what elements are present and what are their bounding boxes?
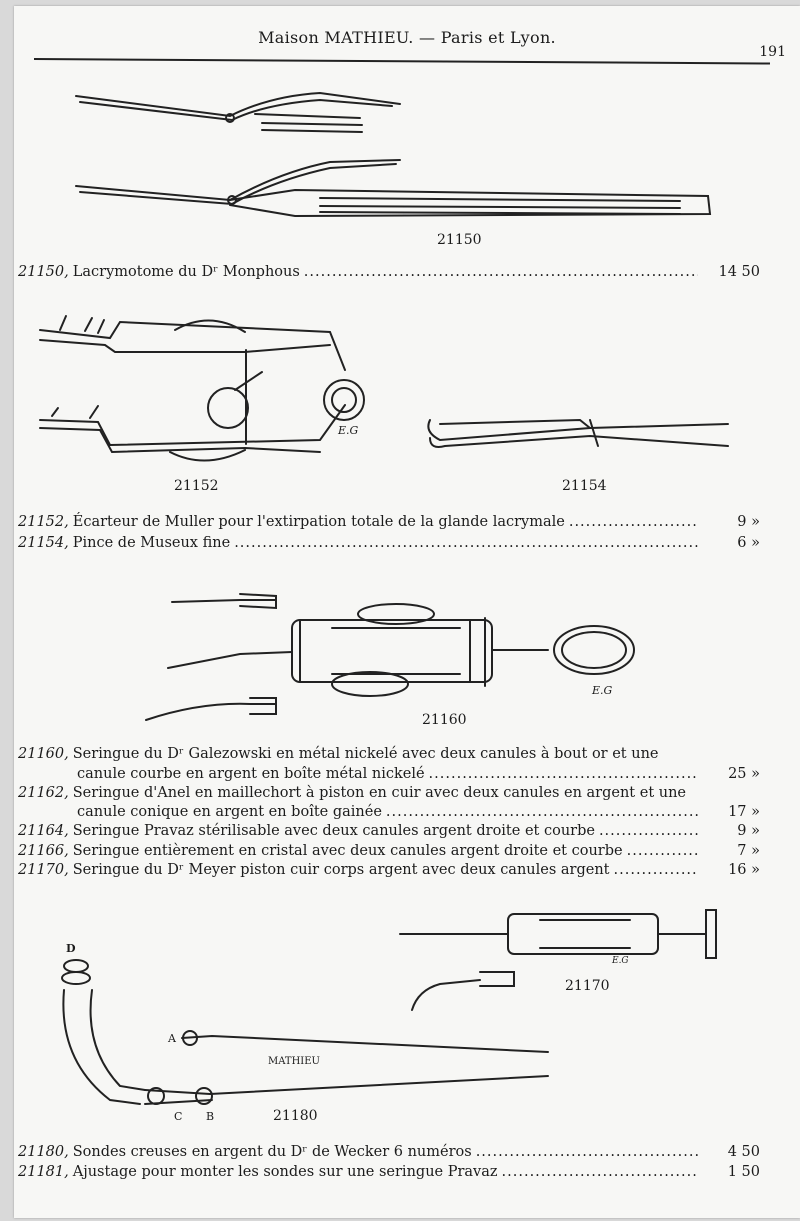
galezowski-syringe-illustration (146, 594, 634, 720)
item-description: Seringue Pravaz stérilisable avec deux canules argent droite et courbe (72, 823, 595, 839)
dot-leader (502, 1162, 698, 1182)
wecker-probes-illustration (62, 960, 548, 1104)
item-price: 16 » (728, 862, 760, 878)
dot-leader (614, 860, 698, 880)
figure-number-21180: 21180 (273, 1108, 318, 1124)
dot-leader (627, 841, 698, 861)
item-number: 21180, (18, 1144, 69, 1160)
item-number: 21170, (18, 862, 69, 878)
dot-leader (304, 262, 698, 282)
item-price: 1 50 (727, 1164, 760, 1180)
probe-letter-d: D (66, 942, 76, 955)
catalog-entry-21150 (18, 262, 760, 282)
dot-leader (386, 802, 698, 822)
figure-number-21152: 21152 (174, 478, 219, 494)
catalog-entry-21152 (18, 512, 760, 532)
figure-number-21170: 21170 (565, 978, 610, 994)
item-description: Seringue du Dʳ Meyer piston cuir corps argent avec deux canules argent (72, 862, 610, 878)
item-price: 7 » (737, 843, 760, 859)
dot-leader (476, 1142, 698, 1162)
item-description: Écarteur de Muller pour l'extirpation totale de la glande lacrymale (72, 514, 565, 530)
item-description-continued: canule courbe en argent en boîte métal nickelé (77, 766, 425, 782)
item-description: Seringue d'Anel en maillechort à piston en cuir avec deux canules en argent et une (72, 785, 687, 801)
dot-leader (429, 764, 698, 784)
item-number: 21164, (18, 823, 69, 839)
item-description-continued: canule conique en argent en boîte gainée (77, 804, 382, 820)
dot-leader (599, 821, 698, 841)
catalog-entry-21154 (18, 533, 760, 553)
item-number: 21181, (18, 1164, 69, 1180)
dot-leader (234, 533, 698, 553)
museux-forceps-illustration (428, 420, 728, 447)
catalog-entry-continuation (77, 802, 760, 822)
engraver-mark: E.G (612, 956, 629, 966)
catalog-entry-21180 (18, 1142, 760, 1162)
item-description: Ajustage pour monter les sondes sur une seringue Pravaz (72, 1164, 498, 1180)
item-price: 4 50 (727, 1144, 760, 1160)
item-price: 6 » (737, 535, 760, 551)
probe-letter-c: C (174, 1110, 183, 1123)
item-number: 21150, (18, 264, 69, 280)
catalog-entry-21164 (18, 821, 760, 841)
catalog-entry-21162 (18, 783, 760, 803)
item-number: 21160, (18, 746, 69, 762)
muller-retractor-illustration (40, 316, 364, 461)
catalog-entry-21170 (18, 860, 760, 880)
item-description: Pince de Museux fine (72, 535, 231, 551)
item-description: Seringue entièrement en cristal avec deux canules argent droite et courbe (72, 843, 623, 859)
catalog-entry-21160 (18, 744, 760, 764)
item-number: 21166, (18, 843, 69, 859)
figure-number-21154: 21154 (562, 478, 607, 494)
meyer-syringe-illustration (400, 910, 716, 1010)
catalog-entry-21166 (18, 841, 760, 861)
figure-number-21160: 21160 (422, 712, 467, 728)
item-price: 17 » (728, 804, 760, 820)
catalog-entry-21181 (18, 1162, 760, 1182)
probe-letter-b: B (206, 1110, 215, 1123)
figure-number-21150: 21150 (437, 232, 482, 248)
item-price: 25 » (728, 766, 760, 782)
engraver-mark: E.G (592, 684, 613, 697)
dot-leader (569, 512, 698, 532)
item-price: 14 50 (718, 264, 760, 280)
item-description: Lacrymotome du Dʳ Monphous (72, 264, 300, 280)
maker-mark: MATHIEU (268, 1056, 320, 1067)
item-number: 21162, (18, 785, 69, 801)
item-price: 9 » (737, 514, 760, 530)
page-header: Maison MATHIEU. — Paris et Lyon. (258, 28, 556, 47)
catalog-entry-continuation (77, 764, 760, 784)
item-description: Seringue du Dʳ Galezowski en métal nickelé avec deux canules à bout or et une (72, 746, 659, 762)
item-number: 21152, (18, 514, 69, 530)
item-number: 21154, (18, 535, 69, 551)
probe-letter-a: A (168, 1032, 176, 1045)
item-description: Sondes creuses en argent du Dʳ de Wecker 6 numéros (72, 1144, 472, 1160)
engraver-mark: E.G (338, 424, 359, 437)
page-number: 191 (759, 44, 786, 60)
lacrymotome-illustration (76, 93, 710, 216)
item-price: 9 » (737, 823, 760, 839)
